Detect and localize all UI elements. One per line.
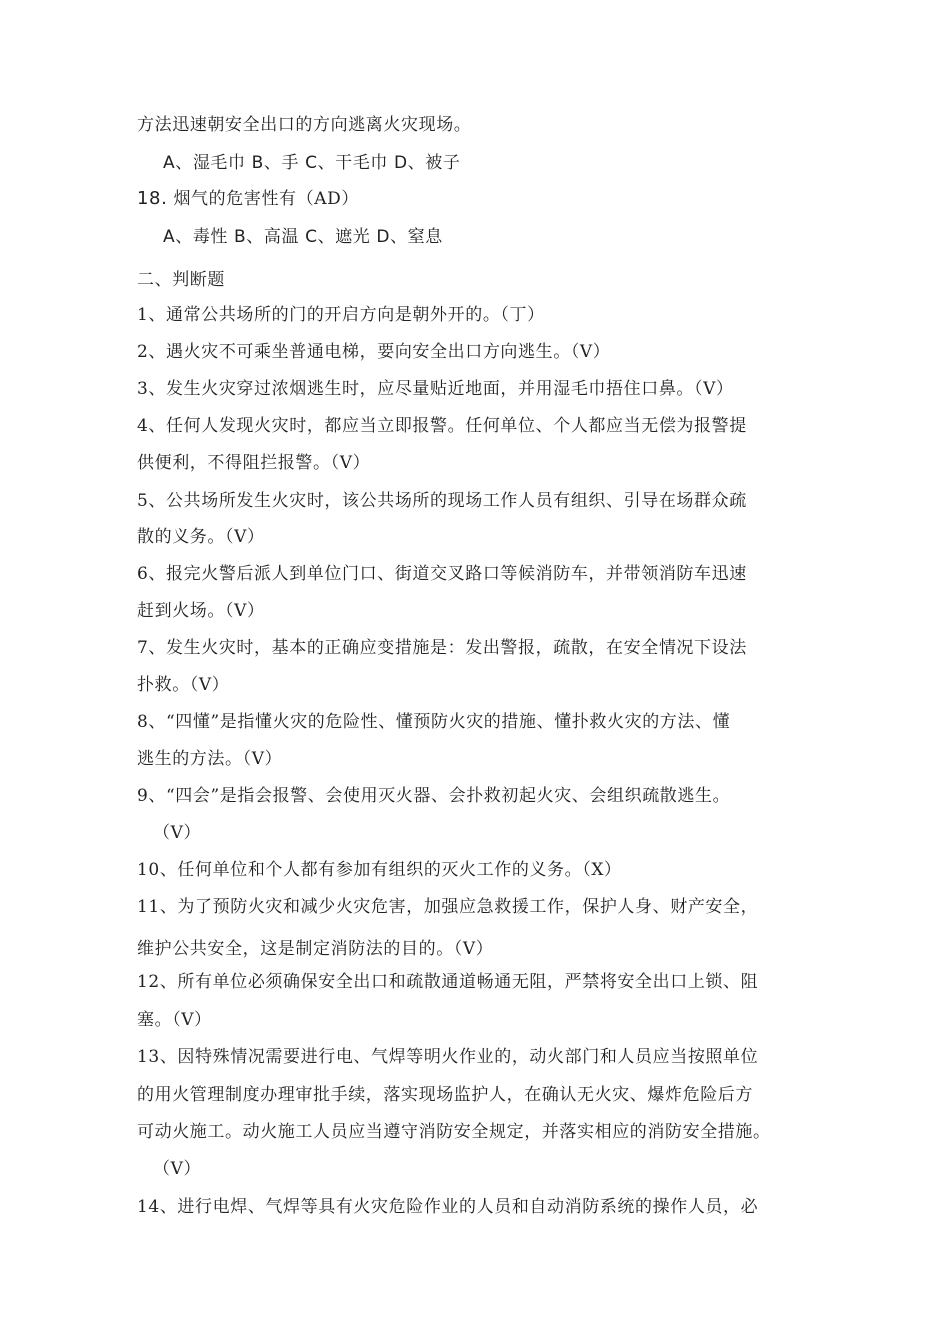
tf-item-14-line-1: 14、进行电焊、气焊等具有火灾危险作业的人员和自动消防系统的操作人员，必: [137, 1197, 759, 1217]
tf-item-11-line-2: 维护公共安全，这是制定消防法的目的。（V）: [137, 939, 494, 959]
tf-item-12-line-2: 塞。（V）: [137, 1010, 212, 1030]
q18-question: [137, 187, 359, 211]
tf-item-5-line-1: 5、公共场所发生火灾时，该公共场所的现场工作人员有组织、引导在场群众疏: [137, 491, 747, 511]
section-heading: 二、判断题: [137, 270, 225, 290]
tf-item-10: 10、任何单位和个人都有参加有组织的灭火工作的义务。（X）: [137, 860, 622, 880]
q17-options: A、湿毛巾 B、手 C、干毛巾 D、被子: [163, 153, 461, 173]
tf-item-13-line-4: （V）: [153, 1159, 202, 1179]
tf-item-8-line-1: 8、“四懂”是指懂火灾的危险性、懂预防火灾的措施、懂扑救火灾的方法、懂: [137, 712, 731, 732]
q18-text: 烟气的危害性有（AD）: [173, 189, 359, 209]
tf-item-7-line-2: 扑救。（V）: [137, 675, 230, 695]
tf-item-3: 3、发生火灾穿过浓烟逃生时，应尽量贴近地面，并用湿毛巾捂住口鼻。（V）: [137, 379, 734, 399]
tf-item-4-line-2: 供便利，不得阻拦报警。（V）: [137, 453, 371, 473]
tf-item-1: 1、通常公共场所的门的开启方向是朝外开的。（丁）: [137, 305, 545, 325]
tf-item-13-line-2: 的用火管理制度办理审批手续，落实现场监护人，在确认无火灾、爆炸危险后方: [137, 1085, 753, 1105]
tf-item-11-line-1: 11、为了预防火灾和减少火灾危害，加强应急救援工作，保护人身、财产安全，: [137, 897, 759, 917]
tf-item-4-line-1: 4、任何人发现火灾时，都应当立即报警。任何单位、个人都应当无偿为报警提: [137, 416, 747, 436]
text-line-continuation: 方法迅速朝安全出口的方向逃离火灾现场。: [137, 115, 472, 135]
tf-item-5-line-2: 散的义务。（V）: [137, 527, 265, 547]
tf-item-6-line-2: 赶到火场。（V）: [137, 601, 265, 621]
tf-item-13-line-3: 可动火施工。动火施工人员应当遵守消防安全规定，并落实相应的消防安全措施。: [137, 1122, 771, 1142]
tf-item-9-line-1: 9、“四会”是指会报警、会使用灭火器、会扑救初起火灾、会组织疏散逃生。: [137, 786, 731, 806]
tf-item-9-line-2: （V）: [153, 823, 202, 843]
tf-item-7-line-1: 7、发生火灾时，基本的正确应变措施是：发出警报，疏散，在安全情况下设法: [137, 638, 747, 658]
tf-item-12-line-1: 12、所有单位必须确保安全出口和疏散通道畅通无阻，严禁将安全出口上锁、阻: [137, 972, 759, 992]
tf-item-13-line-1: 13、因特殊情况需要进行电、气焊等明火作业的，动火部门和人员应当按照单位: [137, 1047, 759, 1067]
tf-item-6-line-1: 6、报完火警后派人到单位门口、街道交叉路口等候消防车，并带领消防车迅速: [137, 564, 747, 584]
q18-options: A、毒性 B、高温 C、遮光 D、窒息: [163, 227, 443, 247]
tf-item-2: 2、遇火灾不可乘坐普通电梯，要向安全出口方向逃生。（V）: [137, 342, 611, 362]
q18-number: 18.: [137, 188, 168, 209]
tf-item-8-line-2: 逃生的方法。（V）: [137, 749, 283, 769]
